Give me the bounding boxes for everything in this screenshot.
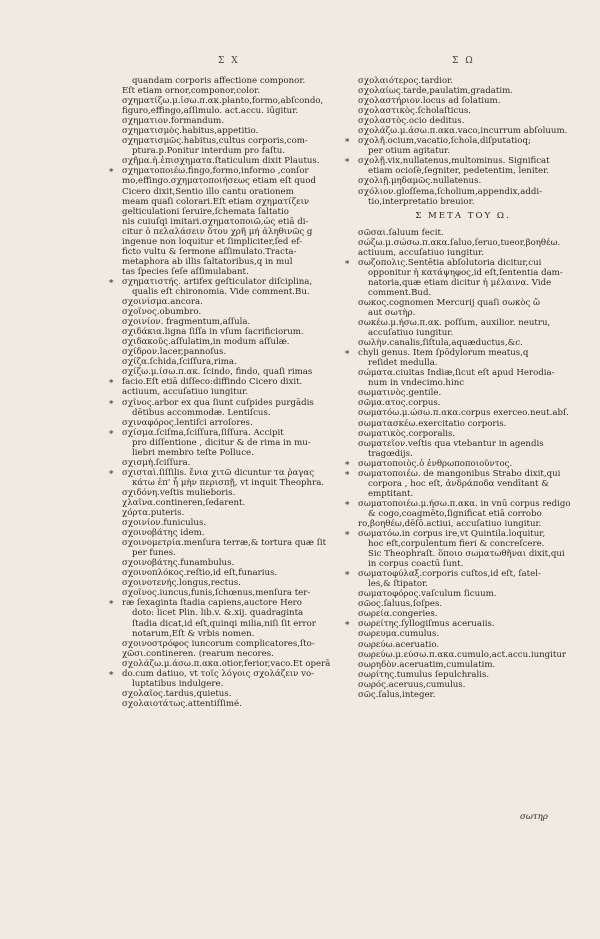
dictionary-line <box>108 598 320 609</box>
dictionary-entry-text: & cogo,coagmēto,ſignificat etiā corrobo <box>368 508 542 519</box>
dictionary-line <box>358 238 568 248</box>
asterisk-marker: ∗ <box>344 569 351 580</box>
dictionary-entry-text: σωρευμα.cumulus. <box>358 629 440 640</box>
dictionary-line <box>122 136 320 146</box>
dictionary-line <box>358 368 568 378</box>
dictionary-line <box>358 398 568 408</box>
dictionary-line <box>122 176 320 186</box>
dictionary-entry-text: σχολιῇ.μηδαμῶς.nullatenus. <box>358 176 482 187</box>
dictionary-entry-text: per funes. <box>132 548 176 559</box>
dictionary-line <box>358 479 568 489</box>
dictionary-line <box>358 86 568 96</box>
dictionary-entry-text: σώζω.μ.σώσω.π.ακα.ſaluo,ſeruo,tueor,βοηθέω. <box>358 237 561 248</box>
dictionary-entry-text: σχοινομετρία.menſura terræ,& tortura quæ ſit <box>122 538 327 549</box>
asterisk-marker: ∗ <box>344 136 351 147</box>
catchword: σωτηρ <box>520 812 548 822</box>
dictionary-entry-text: actiuum, accuſatiuo iungitur. <box>122 387 249 398</box>
dictionary-line <box>122 367 320 377</box>
dictionary-line <box>358 228 568 238</box>
dictionary-entry-text: σχολαιοτάτως.attentiſſimé. <box>122 698 242 709</box>
dictionary-entry-text: natoria,quæ etiam dicitur ἡ μέλαινα. Vide <box>368 277 552 288</box>
dictionary-line <box>358 599 568 609</box>
dictionary-entry-text: σωρεία.congeries. <box>358 609 438 620</box>
dictionary-line <box>358 106 568 116</box>
dictionary-line <box>358 539 568 549</box>
dictionary-line <box>122 488 320 498</box>
dictionary-line <box>358 439 568 449</box>
dictionary-entry-text: σχολαστὸς.ocio deditus. <box>358 116 465 127</box>
dictionary-line <box>358 549 568 559</box>
dictionary-line <box>122 528 320 538</box>
dictionary-entry-text: σχολῆ.ocium,vacatio,ſchola,diſputatioq; <box>358 136 531 147</box>
dictionary-line <box>108 467 320 478</box>
dictionary-line <box>344 136 568 147</box>
dictionary-line <box>358 680 568 690</box>
dictionary-entry-text: σῶος.ſaluus,ſoſpes. <box>358 599 443 610</box>
dictionary-line <box>122 357 320 367</box>
dictionary-line <box>122 86 320 96</box>
dictionary-line <box>122 699 320 709</box>
dictionary-entry-text: luptatibus indulgere. <box>132 678 224 689</box>
dictionary-line <box>344 156 568 167</box>
dictionary-line <box>358 559 568 569</box>
right-column-top <box>344 76 568 207</box>
dictionary-line <box>122 297 320 307</box>
dictionary-line <box>122 477 325 488</box>
dictionary-line <box>122 337 320 347</box>
dictionary-line <box>358 388 568 398</box>
dictionary-line <box>122 689 320 699</box>
dictionary-line <box>122 639 320 649</box>
dictionary-entry-text: facio.Eſt etiā diſſeco:diffindo Cicero dixit. <box>122 377 303 388</box>
dictionary-line <box>122 257 320 267</box>
dictionary-line <box>358 489 568 499</box>
dictionary-entry-text: χόρτα.puteris. <box>122 508 185 519</box>
asterisk-marker: ∗ <box>344 156 351 167</box>
dictionary-line <box>122 76 320 86</box>
dictionary-entry-text: σωματοφύλαξ.corporis cuſtos,id eſt, ſatel- <box>358 569 541 580</box>
dictionary-line <box>358 328 568 338</box>
dictionary-line <box>122 247 320 257</box>
dictionary-line <box>358 268 568 278</box>
dictionary-entry-text: Sic Theophraſt. ὅποιο σωματωθῆναι dixit,qui <box>368 549 565 560</box>
dictionary-line <box>122 156 320 166</box>
dictionary-entry-text: metaphora ab illis ſaltatoribus,q in mul <box>122 256 293 267</box>
dictionary-entry-text: σῶσαι.ſaluum fecit. <box>358 227 444 238</box>
dictionary-entry-text: do.cum datiuo, vt τοῖς λόγοις σχολάζειν vo- <box>122 668 315 679</box>
dictionary-line <box>358 640 568 650</box>
dictionary-line <box>358 690 568 700</box>
dictionary-line <box>358 650 568 660</box>
dictionary-line <box>122 588 320 598</box>
dictionary-entry-text: reſidet medulla. <box>368 358 438 369</box>
dictionary-line <box>122 508 320 518</box>
dictionary-entry-text: σώματα.ciuitas Indiæ,ſicut eſt apud Herodia- <box>358 368 555 379</box>
asterisk-marker: ∗ <box>108 377 115 388</box>
dictionary-entry-text: χῶσι.contineren. (rearum necores. <box>122 648 274 659</box>
dictionary-entry-text: σχῆμα.ἡ.ἐπισχηματα.ſtaticulum dixit Plautus. <box>122 156 320 167</box>
dictionary-entry-text: σωματασκέω.exercitatio corporis. <box>358 418 507 429</box>
dictionary-line <box>122 197 320 207</box>
dictionary-entry-text: quandam corporis affectione componor. <box>132 76 306 86</box>
dictionary-line <box>358 318 568 328</box>
dictionary-line <box>358 126 568 136</box>
dictionary-line <box>358 76 568 86</box>
dictionary-line <box>122 629 320 639</box>
dictionary-entry-text: ſtadia dicat,id eſt,quinqi milia,niſi ſit error <box>132 618 316 629</box>
dictionary-entry-text: σχοινοτενής.longus,rectus. <box>122 578 241 589</box>
asterisk-marker: ∗ <box>344 257 351 268</box>
dictionary-entry-text: σχολάζω.μ.άσω.π.ακα.otior,ferior,vaco.Et operā <box>122 658 331 669</box>
dictionary-line <box>122 548 320 558</box>
dictionary-entry-text: corpora , hoc eſt, ἀνδράποδα vendītant & <box>368 478 549 489</box>
right-column <box>344 76 571 700</box>
dictionary-entry-text: accuſatiuo iungitur. <box>368 328 454 339</box>
dictionary-line <box>122 106 320 116</box>
dictionary-line <box>358 288 568 298</box>
dictionary-entry-text: σχολαιότερος.tardior. <box>358 76 454 86</box>
dictionary-line <box>358 509 568 519</box>
dictionary-line <box>122 558 320 568</box>
asterisk-marker: ∗ <box>108 598 115 609</box>
dictionary-entry-text: σῶμα.ατος.corpus. <box>358 398 441 409</box>
asterisk-marker: ∗ <box>344 529 351 540</box>
dictionary-line <box>122 568 320 578</box>
dictionary-entry-text: hoc eſt,corpulentum fieri & concreſcere. <box>368 539 545 550</box>
dictionary-entry-text: σχηματιστής. artifex geſticulator diſciplina, <box>122 276 313 287</box>
dictionary-entry-text: σχολαίως.tarde,paulatim,gradatim. <box>358 86 513 97</box>
dictionary-line <box>358 670 568 680</box>
dictionary-entry-text: σχοινοστρόφος iuncorum complicatores,ſto- <box>122 638 315 649</box>
dictionary-entry-text: σωματόω.μ.ώσω.π.ακα.corpus exerceo.neut.abſ. <box>358 408 569 419</box>
dictionary-entry-text: σωρός.aceruus,cumulus. <box>358 679 466 690</box>
dictionary-line <box>358 298 568 308</box>
dictionary-line <box>358 579 568 589</box>
dictionary-entry-text: Cicero dixit,Sentio illo cantu orationem <box>122 186 294 197</box>
dictionary-entry-text: tio,interpretatio breuior. <box>368 196 475 207</box>
dictionary-line <box>358 146 568 156</box>
dictionary-line <box>358 609 568 619</box>
dictionary-entry-text: σωματοφόρος.vaſculum ſicuum. <box>358 589 497 600</box>
dictionary-entry-text: tragœdijs. <box>368 448 413 459</box>
dictionary-line <box>358 629 568 639</box>
dictionary-line <box>122 267 320 277</box>
dictionary-entry-text: σχολαῖος.tardus,quietus. <box>122 688 232 699</box>
dictionary-entry-text: num in vndecimo.hinc <box>368 378 465 389</box>
dictionary-entry-text: emptitant. <box>368 488 414 499</box>
dictionary-line <box>122 96 324 107</box>
left-column <box>108 76 331 709</box>
dictionary-line <box>122 498 320 508</box>
asterisk-marker: ∗ <box>108 397 115 408</box>
dictionary-line <box>122 649 320 659</box>
dictionary-entry-text: ficto vultu & ſermone aſſimulato.Tracta- <box>122 246 297 257</box>
dictionary-entry-text: σχηματίζω.μ.ἰσω.π.ακ.planto,formo,abſcondo, <box>122 96 324 107</box>
dictionary-entry-text: σχισταὶ.ſiſſilis. ἔνια χιτῶ dicuntur τα ῥαγας <box>122 467 315 478</box>
dictionary-entry-text: κάτω ἐπ' ἦ μὴν περισπῇ, vt inquit Theophra. <box>132 477 325 488</box>
dictionary-entry-text: σωματοποιέω.μ.ήσω.π.ακα. in vnū corpus redigo <box>358 498 571 509</box>
asterisk-marker: ∗ <box>344 498 351 509</box>
dictionary-entry-text: σωματοποιέω. de mangonibus Strabo dixit,qui <box>358 468 561 479</box>
dictionary-line <box>344 529 568 540</box>
dictionary-entry-text: σωματεῖον.veſtis qua vtebantur in agendis <box>358 438 544 449</box>
dictionary-entry-text: opponitur ἡ κατάψηφος,id eſt,ſententia dam- <box>368 267 563 278</box>
dictionary-line <box>358 338 568 348</box>
dictionary-line <box>122 619 320 629</box>
dictionary-entry-text: actiuum, accuſatiuo iungitur. <box>358 247 485 258</box>
asterisk-marker: ∗ <box>108 166 115 177</box>
dictionary-line <box>344 257 568 268</box>
dictionary-line <box>358 197 568 207</box>
dictionary-line <box>122 237 320 247</box>
dictionary-entry-text: σωρεύω.μ.εύσω.π.ακα.cumulo,act.accu.iungitur <box>358 649 567 660</box>
dictionary-line <box>122 538 327 549</box>
dictionary-line <box>358 116 568 126</box>
dictionary-entry-text: σχοῖνος.iuncus,funis,ſchœnus,menſura ter- <box>122 588 311 599</box>
dictionary-line <box>122 146 320 156</box>
dictionary-line <box>122 217 320 227</box>
dictionary-line <box>358 449 568 459</box>
dictionary-entry-text: aut σωτὴρ. <box>368 307 416 318</box>
asterisk-marker: ∗ <box>344 619 351 630</box>
dictionary-line <box>108 397 320 408</box>
dictionary-line <box>358 308 568 318</box>
dictionary-entry-text: σχοινοβάτης idem. <box>122 528 205 539</box>
dictionary-entry-text: σχηματισμὸς.habitus,appetitio. <box>122 126 259 137</box>
dictionary-line <box>108 668 320 679</box>
dictionary-line <box>108 377 320 388</box>
dictionary-entry-text: σωλὴν.canalis,ſiſtula,aquæductus,&c. <box>358 338 523 349</box>
dictionary-entry-text: σχιδόνη.veſtis mulieboris. <box>122 487 236 498</box>
asterisk-marker: ∗ <box>344 458 351 469</box>
dictionary-line <box>344 468 568 479</box>
dictionary-entry-text: notarum,Eſt & vrbis nomen. <box>132 628 255 639</box>
dictionary-entry-text: σχοινίσμα.ancora. <box>122 297 203 308</box>
asterisk-marker: ∗ <box>344 468 351 479</box>
dictionary-line <box>358 419 568 429</box>
dictionary-entry-text: σχίδρον.lacer,pannoſus. <box>122 347 227 358</box>
dictionary-line <box>108 166 320 177</box>
dictionary-line <box>122 458 320 468</box>
dictionary-line <box>358 248 568 258</box>
dictionary-line <box>344 348 568 359</box>
dictionary-entry-text: σχηματοποιέω.fingo,formo,informo ,conſor <box>122 166 309 177</box>
dictionary-line <box>358 660 568 670</box>
dictionary-line <box>108 276 320 287</box>
dictionary-entry-text: σχοῖνος.obumbro. <box>122 307 202 318</box>
dictionary-entry-text: meam quaſi colorari.Eſt etiam σχηματίζειν <box>122 196 310 207</box>
dictionary-entry-text: Eſt etiam ornor,componor,color. <box>122 86 261 97</box>
dictionary-entry-text: σχῖνος.arbor ex qua ſiunt cuſpides purgādis <box>122 397 314 408</box>
dictionary-entry-text: σωκος.cognomen Mercurij quaſi σωκὸς ὤ <box>358 297 541 308</box>
dictionary-line <box>358 278 568 288</box>
asterisk-marker: ∗ <box>344 348 351 359</box>
dictionary-entry-text: σωρεύω.aceruatio. <box>358 639 440 650</box>
dictionary-entry-text: liebri membro teſte Polluce. <box>132 447 254 458</box>
dictionary-line <box>358 96 568 106</box>
dictionary-entry-text: pro diſſentione , dicitur & de rima in mu- <box>132 437 311 448</box>
dictionary-line <box>122 387 320 397</box>
dictionary-entry-text: les,& ſtipator. <box>368 579 428 590</box>
dictionary-line <box>122 448 320 458</box>
dictionary-entry-text: σωρηδὸν.aceruatim,cumulatim. <box>358 659 496 670</box>
dictionary-line <box>358 176 568 186</box>
dictionary-line <box>344 458 568 469</box>
dictionary-entry-text: mo,effingo.σχηματοποιήσεως etiam eſt quod <box>122 176 316 187</box>
dictionary-entry-text: figuro,effingo,aſſimulo. act.accu. iūgitur. <box>122 106 299 117</box>
dictionary-entry-text: σωματόω.in corpus ire,vt Quintila.loquitur, <box>358 529 546 540</box>
dictionary-entry-text: σχοινοβάτης.funambulus. <box>122 558 235 569</box>
dictionary-entry-text: tas ſpecies ſeſe aſſimulabant. <box>122 266 249 277</box>
dictionary-line <box>122 227 320 237</box>
dictionary-line <box>122 187 320 197</box>
dictionary-entry-text: σχολάζω.μ.άσω.π.ακα.vaco,incurrum abſoluum. <box>358 126 568 137</box>
dictionary-entry-text: ingenue non loquitur et ſimpliciter,ſed ef- <box>122 236 302 247</box>
dictionary-entry-text: dētibus accommodæ. Lentiſcus. <box>132 407 271 418</box>
dictionary-entry-text: σωρίτης.tumulus ſepulchralis. <box>358 669 490 680</box>
dictionary-line <box>122 347 320 357</box>
dictionary-line <box>122 317 320 327</box>
section-heading: Σ ΜΕΤΑ ΤΟΥ Ω. <box>415 210 511 221</box>
dictionary-line <box>358 378 568 388</box>
dictionary-entry-text: σχισμὴ.ſciſſura. <box>122 457 191 468</box>
dictionary-entry-text: σχοινοπλόκος.reſtio,id eſt,funarius. <box>122 568 278 579</box>
dictionary-entry-text: ræ ſexaginta ſtadia capiens,auctore Hero <box>122 598 302 609</box>
dictionary-line <box>122 608 320 618</box>
dictionary-entry-text: σχηματισμῶς.habitus,cultus corporis,com- <box>122 136 308 147</box>
dictionary-line <box>344 498 571 509</box>
dictionary-entry-text: σῶς.ſalus,integer. <box>358 689 436 700</box>
dictionary-entry-text: σωματινὸς.gentile. <box>358 388 442 399</box>
dictionary-entry-text: σχίσμα.ſciſma,ſciſſura,ſiſſura. Accipit <box>122 427 284 438</box>
dictionary-entry-text: ro,βοηθέω,dēſō.actiui, accuſatiuo iungitur. <box>358 518 542 529</box>
dictionary-line <box>122 658 331 669</box>
dictionary-line <box>122 518 320 528</box>
dictionary-line <box>358 429 568 439</box>
dictionary-entry-text: σχολῇ.vix,nullatenus,multominus. Significat <box>358 156 550 167</box>
dictionary-line <box>358 519 568 529</box>
dictionary-line <box>344 569 568 580</box>
dictionary-entry-text: σχιναφόρος.lentiſci arroſores. <box>122 417 253 428</box>
dictionary-entry-text: σχοινίον.funiculus. <box>122 518 207 529</box>
dictionary-entry-text: gelticulationi ſeruire,ſchemata ſaltatio <box>122 206 289 217</box>
dictionary-line <box>122 307 320 317</box>
dictionary-entry-text: citur ὁ πελαλάσειν ὅτου χρῆ μή ἀληθινῶς g <box>122 226 313 237</box>
dictionary-entry-text: σχίζα.ſchida,ſciſſura,rima. <box>122 357 237 368</box>
asterisk-marker: ∗ <box>108 668 115 679</box>
dictionary-line <box>358 589 568 599</box>
asterisk-marker: ∗ <box>108 276 115 287</box>
dictionary-entry-text: χλαῖνα.contineren,ſedarent. <box>122 497 246 508</box>
signature-mark-right: Σ Ω <box>452 56 475 66</box>
dictionary-line <box>358 408 568 418</box>
dictionary-entry-text: σχόλιον.gloſſema,ſcholium,appendix,addi- <box>358 186 543 197</box>
dictionary-line <box>358 358 568 368</box>
dictionary-entry-text: per otium agitatur. <box>368 146 451 157</box>
dictionary-line <box>122 408 320 418</box>
dictionary-entry-text: σχοινίον. fragmentum,aſſula. <box>122 317 251 328</box>
dictionary-entry-text: ptura.p.Ponitur interdum pro faſtu. <box>132 146 285 157</box>
dictionary-entry-text: σχιδακοῦς.aſſulatim,in modum aſſulæ. <box>122 337 290 348</box>
dictionary-entry-text: in corpus coactū ſunt. <box>368 559 464 570</box>
dictionary-entry-text: σωκέω.μ.ήσω.π.ακ. poſſum, auxilior. neutru, <box>358 318 551 329</box>
dictionary-line <box>108 427 320 438</box>
dictionary-entry-text: qualis eſt chironomia. Vide comment.Bu. <box>132 286 310 297</box>
dictionary-entry-text: σωζοπολις.Sentētia abſolutoria dicitur,cui <box>358 257 542 268</box>
dictionary-line <box>122 438 320 448</box>
dictionary-entry-text: etiam ocioſè,ſegniter, pedetentim, leniter. <box>368 166 550 177</box>
dictionary-entry-text: σχολαστικὸς.ſcholaſticus. <box>358 106 472 117</box>
dictionary-line <box>358 166 568 176</box>
asterisk-marker: ∗ <box>108 427 115 438</box>
dictionary-line <box>122 287 320 297</box>
signature-mark-left: Σ X <box>218 56 240 66</box>
dictionary-line <box>122 578 320 588</box>
dictionary-line <box>358 187 568 197</box>
dictionary-line <box>122 207 320 217</box>
dictionary-entry-text: doto: licet Plin. lib.v. &.xij. quadraginta <box>132 608 304 619</box>
asterisk-marker: ∗ <box>108 467 115 478</box>
dictionary-entry-text: σχίζω.μ.ίσω.π.ακ. ſcindo, findo, quaſi rimas <box>122 367 313 378</box>
dictionary-entry-text: σωματικὸς.corporalis. <box>358 428 456 439</box>
dictionary-entry-text: comment.Bud. <box>368 287 432 298</box>
right-column-bottom <box>344 227 571 700</box>
dictionary-entry-text: σωματοποιὸς.ὁ ἐνθρωποποιοῦντος. <box>358 458 513 469</box>
dictionary-line <box>122 327 320 337</box>
dictionary-line <box>122 126 320 136</box>
dictionary-entry-text: σχολαστήριον.locus ad ſolatium. <box>358 96 501 107</box>
dictionary-entry-text: σχιδάκια.ligna ſiſſa in vſum ſacrificiorum. <box>122 327 304 338</box>
dictionary-line <box>122 418 320 428</box>
dictionary-entry-text: nis cuiuſqi imitari.σχηματοποιῶ,ὡς etiā di- <box>122 216 309 227</box>
dictionary-line <box>122 116 320 126</box>
dictionary-entry-text: chyli genus. Item ſpōdylorum meatus,q <box>358 348 529 359</box>
dictionary-entry-text: σχηματιον.formandum. <box>122 116 225 127</box>
dictionary-line <box>344 619 568 630</box>
dictionary-entry-text: σωρείτης.ſyllogiſmus aceruaiis. <box>358 619 495 630</box>
dictionary-line <box>122 679 320 689</box>
